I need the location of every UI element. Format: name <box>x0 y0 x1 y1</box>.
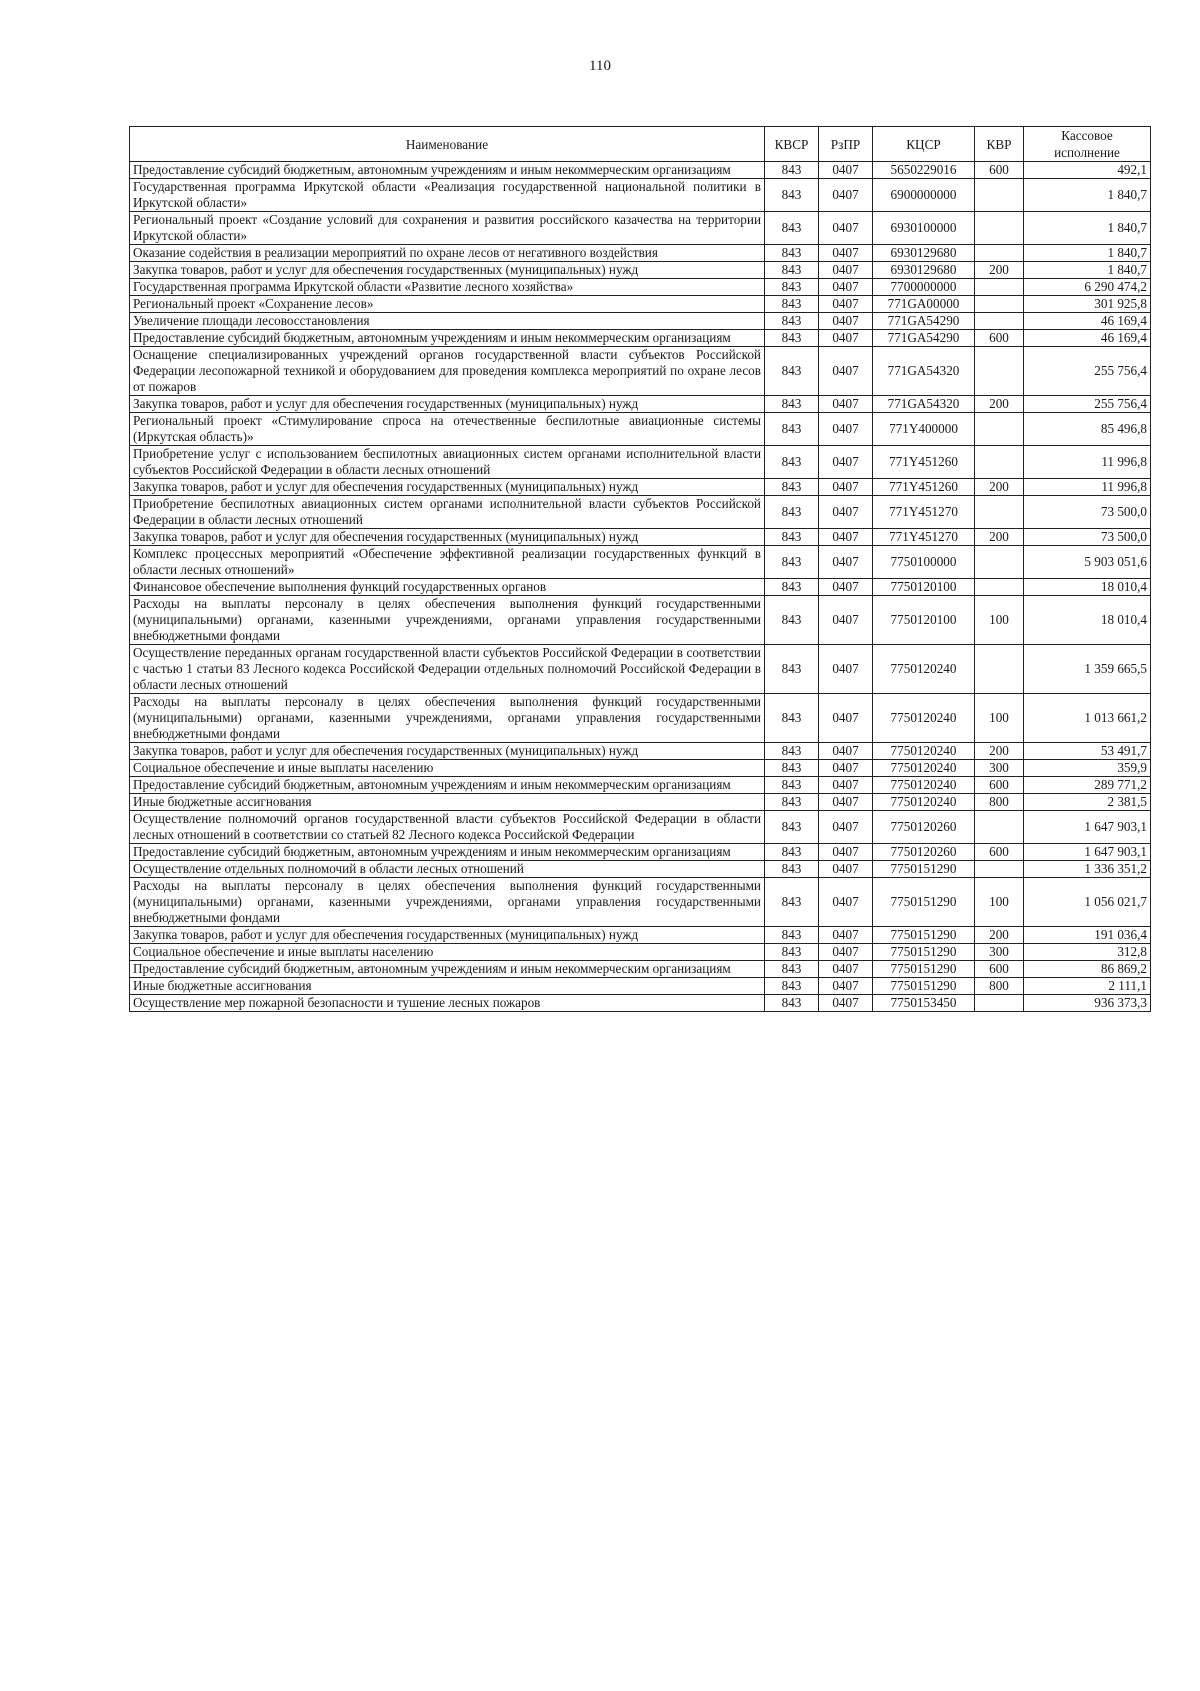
cell-name: Расходы на выплаты персоналу в целях обеспечения выполнения функций государственными (муниципальными) органами, казенными учреждениями, органами управления государственными внебюджетными фондами <box>130 596 765 645</box>
table-row <box>130 844 1151 861</box>
cell-kvr: 200 <box>975 927 1024 944</box>
cell-name: Осуществление отдельных полномочий в области лесных отношений <box>130 861 765 878</box>
cell-amount: 73 500,0 <box>1024 529 1151 546</box>
cell-kcsr: 7750151290 <box>873 978 975 995</box>
cell-kcsr: 771Y451260 <box>873 479 975 496</box>
table-row <box>130 878 1151 927</box>
cell-rzpr: 0407 <box>819 978 873 995</box>
cell-kcsr: 771Y451270 <box>873 496 975 529</box>
table-row <box>130 978 1151 995</box>
cell-name: Приобретение услуг с использованием беспилотных авиационных систем органами исполнительной власти субъектов Российской Федерации в области лесных отношений <box>130 446 765 479</box>
cell-rzpr: 0407 <box>819 777 873 794</box>
cell-name: Закупка товаров, работ и услуг для обеспечения государственных (муниципальных) нужд <box>130 743 765 760</box>
table-header-row <box>130 127 1151 162</box>
table-row <box>130 313 1151 330</box>
column-header-kcsr: КЦСР <box>873 127 975 162</box>
cell-name: Закупка товаров, работ и услуг для обеспечения государственных (муниципальных) нужд <box>130 262 765 279</box>
cell-rzpr: 0407 <box>819 944 873 961</box>
cell-name: Закупка товаров, работ и услуг для обеспечения государственных (муниципальных) нужд <box>130 479 765 496</box>
cell-name: Осуществление полномочий органов государственной власти субъектов Российской Федерации в области лесных отношений в соответствии со статьей 82 Лесного кодекса Российской Федерации <box>130 811 765 844</box>
cell-kvr <box>975 546 1024 579</box>
cell-rzpr: 0407 <box>819 347 873 396</box>
cell-kvr: 600 <box>975 777 1024 794</box>
cell-kvr <box>975 995 1024 1012</box>
cell-rzpr: 0407 <box>819 413 873 446</box>
cell-amount: 86 869,2 <box>1024 961 1151 978</box>
cell-name: Закупка товаров, работ и услуг для обеспечения государственных (муниципальных) нужд <box>130 396 765 413</box>
cell-kvr: 200 <box>975 529 1024 546</box>
table-row <box>130 645 1151 694</box>
cell-kvsr: 843 <box>765 396 819 413</box>
table-row <box>130 743 1151 760</box>
cell-rzpr: 0407 <box>819 760 873 777</box>
cell-name: Предоставление субсидий бюджетным, автономным учреждениям и иным некоммерческим организациям <box>130 777 765 794</box>
cell-rzpr: 0407 <box>819 811 873 844</box>
cell-kcsr: 7750120100 <box>873 579 975 596</box>
cell-name: Осуществление мер пожарной безопасности и тушение лесных пожаров <box>130 995 765 1012</box>
cell-amount: 255 756,4 <box>1024 347 1151 396</box>
cell-kcsr: 771GA54290 <box>873 313 975 330</box>
cell-amount: 1 056 021,7 <box>1024 878 1151 927</box>
cell-kvsr: 843 <box>765 212 819 245</box>
cell-kvr <box>975 811 1024 844</box>
cell-name: Предоставление субсидий бюджетным, автономным учреждениям и иным некоммерческим организациям <box>130 961 765 978</box>
cell-kcsr: 6900000000 <box>873 179 975 212</box>
table-row <box>130 245 1151 262</box>
table-row <box>130 212 1151 245</box>
cell-amount: 5 903 051,6 <box>1024 546 1151 579</box>
column-header-kvsr: КВСР <box>765 127 819 162</box>
cell-kvsr: 843 <box>765 743 819 760</box>
cell-kvsr: 843 <box>765 413 819 446</box>
cell-kvsr: 843 <box>765 861 819 878</box>
cell-rzpr: 0407 <box>819 396 873 413</box>
cell-rzpr: 0407 <box>819 694 873 743</box>
table-row <box>130 347 1151 396</box>
cell-kvr: 600 <box>975 162 1024 179</box>
cell-kcsr: 6930129680 <box>873 245 975 262</box>
cell-name: Закупка товаров, работ и услуг для обеспечения государственных (муниципальных) нужд <box>130 529 765 546</box>
cell-name: Региональный проект «Создание условий для сохранения и развития российского казачества на территории Иркутской области» <box>130 212 765 245</box>
budget-execution-table <box>129 126 1151 1012</box>
cell-rzpr: 0407 <box>819 245 873 262</box>
cell-rzpr: 0407 <box>819 296 873 313</box>
cell-name: Оснащение специализированных учреждений органов государственной власти субъектов Российской Федерации лесопожарной техникой и оборудованием для проведения комплекса мероприятий по охране лесов от пожаров <box>130 347 765 396</box>
cell-kvr <box>975 212 1024 245</box>
cell-amount: 1 840,7 <box>1024 245 1151 262</box>
cell-name: Государственная программа Иркутской области «Развитие лесного хозяйства» <box>130 279 765 296</box>
cell-kvsr: 843 <box>765 811 819 844</box>
column-header-name: Наименование <box>130 127 765 162</box>
table-row <box>130 961 1151 978</box>
table-row <box>130 760 1151 777</box>
page-number: 110 <box>589 58 611 74</box>
cell-amount: 2 381,5 <box>1024 794 1151 811</box>
cell-amount: 85 496,8 <box>1024 413 1151 446</box>
cell-kvr <box>975 179 1024 212</box>
cell-kvsr: 843 <box>765 279 819 296</box>
cell-kcsr: 7750120240 <box>873 694 975 743</box>
table-row <box>130 446 1151 479</box>
cell-amount: 6 290 474,2 <box>1024 279 1151 296</box>
cell-kvsr: 843 <box>765 262 819 279</box>
cell-name: Предоставление субсидий бюджетным, автономным учреждениям и иным некоммерческим организациям <box>130 330 765 347</box>
cell-name: Иные бюджетные ассигнования <box>130 794 765 811</box>
cell-kcsr: 7750120240 <box>873 777 975 794</box>
cell-amount: 301 925,8 <box>1024 296 1151 313</box>
cell-kcsr: 7750120100 <box>873 596 975 645</box>
cell-kvr: 100 <box>975 878 1024 927</box>
cell-amount: 1 840,7 <box>1024 179 1151 212</box>
cell-amount: 936 373,3 <box>1024 995 1151 1012</box>
cell-kvr <box>975 296 1024 313</box>
cell-kcsr: 6930100000 <box>873 212 975 245</box>
cell-kvr: 600 <box>975 961 1024 978</box>
cell-kcsr: 7750151290 <box>873 861 975 878</box>
cell-kvsr: 843 <box>765 645 819 694</box>
cell-amount: 1 359 665,5 <box>1024 645 1151 694</box>
cell-amount: 255 756,4 <box>1024 396 1151 413</box>
cell-kvsr: 843 <box>765 529 819 546</box>
cell-kvr: 100 <box>975 596 1024 645</box>
cell-kcsr: 7750153450 <box>873 995 975 1012</box>
cell-amount: 1 647 903,1 <box>1024 844 1151 861</box>
cell-amount: 53 491,7 <box>1024 743 1151 760</box>
cell-rzpr: 0407 <box>819 861 873 878</box>
cell-kcsr: 771GA54320 <box>873 347 975 396</box>
cell-rzpr: 0407 <box>819 330 873 347</box>
cell-rzpr: 0407 <box>819 596 873 645</box>
cell-kvsr: 843 <box>765 760 819 777</box>
cell-name: Расходы на выплаты персоналу в целях обеспечения выполнения функций государственными (муниципальными) органами, казенными учреждениями, органами управления государственными внебюджетными фондами <box>130 878 765 927</box>
table-row <box>130 596 1151 645</box>
cell-kvsr: 843 <box>765 546 819 579</box>
cell-kvr: 600 <box>975 330 1024 347</box>
cell-rzpr: 0407 <box>819 878 873 927</box>
cell-kvr: 200 <box>975 743 1024 760</box>
cell-amount: 1 840,7 <box>1024 212 1151 245</box>
cell-name: Увеличение площади лесовосстановления <box>130 313 765 330</box>
cell-kcsr: 7750151290 <box>873 878 975 927</box>
cell-name: Предоставление субсидий бюджетным, автономным учреждениям и иным некоммерческим организациям <box>130 844 765 861</box>
cell-kcsr: 771Y400000 <box>873 413 975 446</box>
cell-kvsr: 843 <box>765 330 819 347</box>
cell-amount: 73 500,0 <box>1024 496 1151 529</box>
cell-rzpr: 0407 <box>819 546 873 579</box>
cell-kvr <box>975 413 1024 446</box>
cell-kvsr: 843 <box>765 313 819 330</box>
cell-amount: 191 036,4 <box>1024 927 1151 944</box>
cell-kvsr: 843 <box>765 479 819 496</box>
table-row <box>130 296 1151 313</box>
cell-kcsr: 771GA54290 <box>873 330 975 347</box>
cell-kcsr: 771Y451260 <box>873 446 975 479</box>
table-row <box>130 777 1151 794</box>
cell-kcsr: 7750100000 <box>873 546 975 579</box>
cell-kvsr: 843 <box>765 496 819 529</box>
table-row <box>130 162 1151 179</box>
cell-kcsr: 6930129680 <box>873 262 975 279</box>
cell-amount: 11 996,8 <box>1024 446 1151 479</box>
cell-kcsr: 7750120240 <box>873 760 975 777</box>
cell-kvr <box>975 645 1024 694</box>
cell-kcsr: 7750120260 <box>873 811 975 844</box>
cell-name: Социальное обеспечение и иные выплаты населению <box>130 944 765 961</box>
cell-kvr: 800 <box>975 794 1024 811</box>
cell-kvr: 200 <box>975 479 1024 496</box>
cell-kcsr: 7750120240 <box>873 743 975 760</box>
cell-kcsr: 771Y451270 <box>873 529 975 546</box>
cell-amount: 1 647 903,1 <box>1024 811 1151 844</box>
table-row <box>130 529 1151 546</box>
cell-kvr: 600 <box>975 844 1024 861</box>
cell-name: Иные бюджетные ассигнования <box>130 978 765 995</box>
table-row <box>130 944 1151 961</box>
cell-rzpr: 0407 <box>819 212 873 245</box>
cell-kvsr: 843 <box>765 944 819 961</box>
cell-rzpr: 0407 <box>819 279 873 296</box>
cell-name: Осуществление переданных органам государственной власти субъектов Российской Федерации в соответствии с частью 1 статьи 83 Лесного кодекса Российской Федерации отдельных полномочий Российской Федерации в области лесных отношений <box>130 645 765 694</box>
table-row <box>130 794 1151 811</box>
cell-amount: 2 111,1 <box>1024 978 1151 995</box>
cell-kvr <box>975 446 1024 479</box>
cell-kvr <box>975 245 1024 262</box>
cell-kcsr: 7750151290 <box>873 961 975 978</box>
cell-rzpr: 0407 <box>819 479 873 496</box>
cell-kcsr: 7750120240 <box>873 794 975 811</box>
cell-amount: 1 336 351,2 <box>1024 861 1151 878</box>
cell-name: Закупка товаров, работ и услуг для обеспечения государственных (муниципальных) нужд <box>130 927 765 944</box>
cell-name: Расходы на выплаты персоналу в целях обеспечения выполнения функций государственными (муниципальными) органами, казенными учреждениями, органами управления государственными внебюджетными фондами <box>130 694 765 743</box>
cell-kvsr: 843 <box>765 995 819 1012</box>
cell-name: Государственная программа Иркутской области «Реализация государственной национальной политики в Иркутской области» <box>130 179 765 212</box>
cell-amount: 1 840,7 <box>1024 262 1151 279</box>
cell-kvr: 300 <box>975 760 1024 777</box>
cell-kvsr: 843 <box>765 296 819 313</box>
cell-kcsr: 771GA00000 <box>873 296 975 313</box>
cell-name: Региональный проект «Стимулирование спроса на отечественные беспилотные авиационные системы (Иркутская область)» <box>130 413 765 446</box>
cell-kcsr: 771GA54320 <box>873 396 975 413</box>
cell-kvsr: 843 <box>765 245 819 262</box>
cell-kcsr: 7700000000 <box>873 279 975 296</box>
cell-amount: 46 169,4 <box>1024 330 1151 347</box>
table-row <box>130 546 1151 579</box>
cell-kvsr: 843 <box>765 978 819 995</box>
cell-amount: 492,1 <box>1024 162 1151 179</box>
cell-kvr <box>975 861 1024 878</box>
cell-amount: 18 010,4 <box>1024 579 1151 596</box>
table-row <box>130 496 1151 529</box>
cell-rzpr: 0407 <box>819 162 873 179</box>
cell-kvsr: 843 <box>765 162 819 179</box>
cell-kvr <box>975 347 1024 396</box>
table-row <box>130 413 1151 446</box>
cell-rzpr: 0407 <box>819 645 873 694</box>
cell-rzpr: 0407 <box>819 313 873 330</box>
cell-kvr <box>975 279 1024 296</box>
cell-rzpr: 0407 <box>819 262 873 279</box>
table-row <box>130 279 1151 296</box>
cell-kcsr: 7750151290 <box>873 927 975 944</box>
table-body <box>130 162 1151 1012</box>
table-row <box>130 579 1151 596</box>
cell-rzpr: 0407 <box>819 529 873 546</box>
table-row <box>130 396 1151 413</box>
table-row <box>130 995 1151 1012</box>
cell-rzpr: 0407 <box>819 794 873 811</box>
table-row <box>130 811 1151 844</box>
cell-kvsr: 843 <box>765 694 819 743</box>
column-header-rzpr: РзПР <box>819 127 873 162</box>
cell-kvsr: 843 <box>765 844 819 861</box>
cell-kcsr: 7750120240 <box>873 645 975 694</box>
cell-kvr: 100 <box>975 694 1024 743</box>
cell-kvsr: 843 <box>765 878 819 927</box>
cell-kvr: 800 <box>975 978 1024 995</box>
cell-name: Региональный проект «Сохранение лесов» <box>130 296 765 313</box>
cell-kvr: 200 <box>975 396 1024 413</box>
table-row <box>130 694 1151 743</box>
cell-kcsr: 7750120260 <box>873 844 975 861</box>
cell-amount: 1 013 661,2 <box>1024 694 1151 743</box>
cell-rzpr: 0407 <box>819 179 873 212</box>
cell-kvsr: 843 <box>765 961 819 978</box>
cell-name: Предоставление субсидий бюджетным, автономным учреждениям и иным некоммерческим организациям <box>130 162 765 179</box>
cell-kvsr: 843 <box>765 794 819 811</box>
cell-amount: 46 169,4 <box>1024 313 1151 330</box>
cell-rzpr: 0407 <box>819 844 873 861</box>
column-header-kvr: КВР <box>975 127 1024 162</box>
cell-name: Финансовое обеспечение выполнения функций государственных органов <box>130 579 765 596</box>
table-row <box>130 479 1151 496</box>
cell-name: Оказание содействия в реализации мероприятий по охране лесов от негативного воздействия <box>130 245 765 262</box>
cell-amount: 359,9 <box>1024 760 1151 777</box>
cell-name: Приобретение беспилотных авиационных систем органами исполнительной власти субъектов Российской Федерации в области лесных отношений <box>130 496 765 529</box>
cell-name: Комплекс процессных мероприятий «Обеспечение эффективной реализации государственных функций в области лесных отношений» <box>130 546 765 579</box>
cell-rzpr: 0407 <box>819 446 873 479</box>
cell-amount: 289 771,2 <box>1024 777 1151 794</box>
cell-rzpr: 0407 <box>819 496 873 529</box>
table-row <box>130 262 1151 279</box>
cell-amount: 11 996,8 <box>1024 479 1151 496</box>
cell-kvsr: 843 <box>765 579 819 596</box>
cell-kvsr: 843 <box>765 179 819 212</box>
cell-kvsr: 843 <box>765 777 819 794</box>
cell-kvr: 200 <box>975 262 1024 279</box>
column-header-amount: Кассовое исполнение <box>1024 127 1151 162</box>
cell-rzpr: 0407 <box>819 995 873 1012</box>
cell-name: Социальное обеспечение и иные выплаты населению <box>130 760 765 777</box>
table-row <box>130 330 1151 347</box>
cell-kvr <box>975 579 1024 596</box>
cell-kvsr: 843 <box>765 446 819 479</box>
cell-kvsr: 843 <box>765 596 819 645</box>
cell-kcsr: 7750151290 <box>873 944 975 961</box>
cell-kcsr: 5650229016 <box>873 162 975 179</box>
table-row <box>130 927 1151 944</box>
cell-rzpr: 0407 <box>819 743 873 760</box>
table-row <box>130 861 1151 878</box>
cell-kvsr: 843 <box>765 347 819 396</box>
cell-amount: 312,8 <box>1024 944 1151 961</box>
table-row <box>130 179 1151 212</box>
cell-rzpr: 0407 <box>819 961 873 978</box>
cell-kvr: 300 <box>975 944 1024 961</box>
cell-amount: 18 010,4 <box>1024 596 1151 645</box>
cell-kvr <box>975 313 1024 330</box>
cell-rzpr: 0407 <box>819 927 873 944</box>
cell-rzpr: 0407 <box>819 579 873 596</box>
cell-kvr <box>975 496 1024 529</box>
cell-kvsr: 843 <box>765 927 819 944</box>
